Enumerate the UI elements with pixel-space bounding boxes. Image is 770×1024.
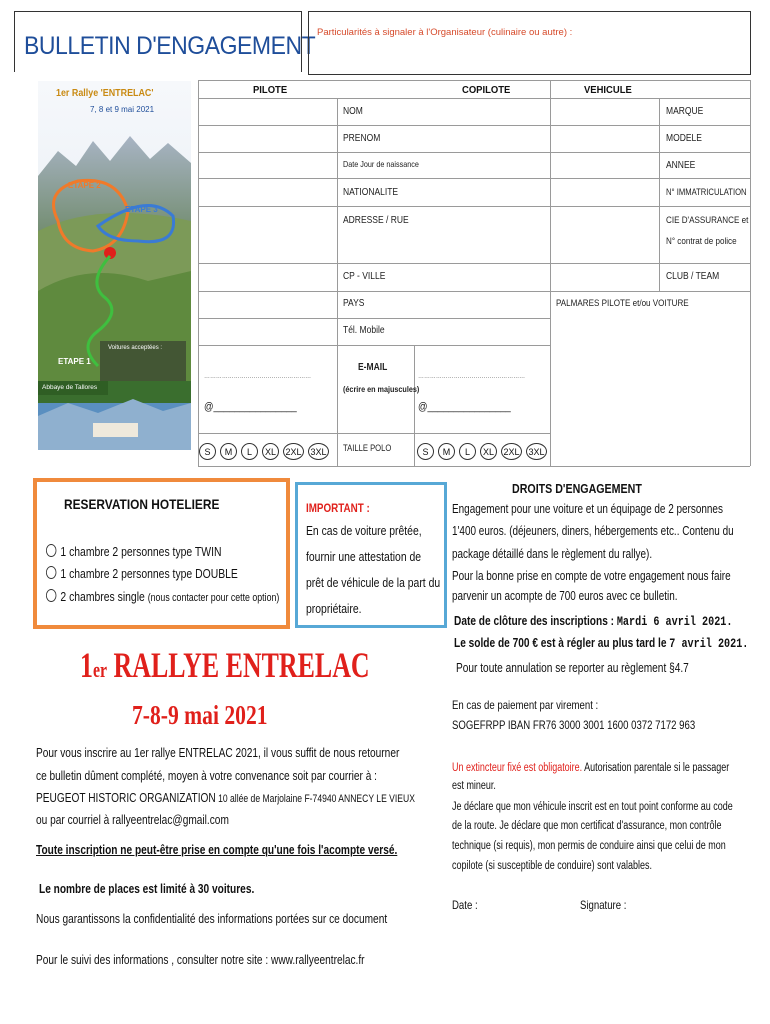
field-marque: MARQUE: [666, 106, 704, 117]
grid-line: [198, 178, 750, 179]
grid-line: [198, 263, 750, 264]
extincteur-text: Un extincteur fixé est obligatoire.: [452, 762, 583, 774]
grid-line: [198, 433, 550, 434]
rally-dates: 7-8-9 mai 2021: [132, 700, 268, 730]
solde-line: [454, 635, 748, 651]
size-m-pilote[interactable]: M: [220, 443, 237, 460]
date-label: Date :: [452, 898, 478, 912]
grid-line: [198, 80, 199, 466]
size-l-pilote[interactable]: L: [241, 443, 258, 460]
hotel-option-single[interactable]: [46, 589, 279, 604]
field-annee: ANNEE: [666, 160, 696, 171]
notes-field[interactable]: [308, 11, 751, 75]
field-mobile: Tél. Mobile: [343, 325, 385, 336]
column-header-vehicule: VEHICULE: [584, 84, 632, 96]
rally-poster: [38, 81, 191, 450]
places-line: Le nombre de places est limité à 30 voitures.: [39, 881, 255, 896]
page-title: BULLETIN D'ENGAGEMENT: [24, 32, 316, 60]
hotel-option-label: 1 chambre 2 personnes type DOUBLE: [60, 566, 238, 581]
field-immatriculation: N° IMMATRICULATION: [666, 187, 747, 197]
important-line: En cas de voiture prêtée,: [306, 523, 422, 538]
grid-line: [198, 125, 750, 126]
important-line: propriétaire.: [306, 601, 362, 616]
field-modele: MODELE: [666, 133, 702, 144]
size-2xl-pilote[interactable]: 2XL: [283, 443, 304, 460]
field-club: CLUB / TEAM: [666, 271, 720, 282]
polo-label: TAILLE POLO: [343, 443, 392, 453]
poster-stage3: ETAPE 3: [125, 205, 158, 214]
poster-stage1: ETAPE 1: [58, 357, 91, 366]
grid-line: [198, 318, 550, 319]
virement-line: En cas de paiement par virement :: [452, 698, 599, 712]
size-2xl-copilote[interactable]: 2XL: [501, 443, 522, 460]
field-assurance: CIE D'ASSURANCE et: [666, 215, 749, 226]
field-pays: PAYS: [343, 298, 365, 309]
poster-stage2: ETAPE 2: [68, 181, 101, 190]
solde-label: Le solde de 700 € est à régler au plus tard le: [454, 635, 670, 650]
size-m-copilote[interactable]: M: [438, 443, 455, 460]
grid-line: [198, 345, 550, 346]
poster-dates: 7, 8 et 9 mai 2021: [90, 105, 155, 114]
hotel-title: RESERVATION HOTELIERE: [64, 496, 220, 512]
field-prenom: PRENOM: [343, 133, 381, 144]
grid-line: [750, 80, 751, 466]
signature-label: Signature :: [580, 898, 627, 912]
rally-title-number: 1: [80, 645, 93, 685]
important-title: IMPORTANT :: [306, 501, 370, 515]
org-address: [36, 790, 415, 805]
grid-line: [198, 152, 750, 153]
annulation-line: Pour toute annulation se reporter au règlement §4.7: [456, 660, 689, 675]
poster-image: [38, 81, 191, 450]
hotel-option-label: 1 chambre 2 personnes type TWIN: [60, 544, 222, 559]
grid-line: [198, 291, 750, 292]
iban-line: SOGEFRPP IBAN FR76 3000 3001 1600 0372 7172 963: [452, 718, 696, 732]
size-l-copilote[interactable]: L: [459, 443, 476, 460]
field-birthdate: Date Jour de naissance: [343, 159, 419, 169]
droits-line: Pour la bonne prise en compte de votre engagement nous faire: [452, 568, 731, 583]
email-dots-copilote: ………………………………………………: [418, 373, 526, 380]
hotel-option-double[interactable]: [46, 566, 238, 581]
important-line: fournir une attestation de: [306, 549, 422, 564]
poster-place: Abbaye de Tallores: [42, 384, 98, 391]
important-line: prêt de véhicule de la part du: [306, 575, 441, 590]
info-line: ce bulletin dûment complété, moyen à votre convenance soit par courrier à :: [36, 768, 378, 783]
field-contrat: N° contrat de police: [666, 236, 737, 247]
radio-icon[interactable]: [46, 544, 56, 557]
email-note: (écrire en majuscules): [343, 384, 420, 394]
org-name: PEUGEOT HISTORIC ORGANIZATION: [36, 790, 216, 805]
size-3xl-copilote[interactable]: 3XL: [526, 443, 547, 460]
droits-line: 1'400 euros. (déjeuners, diners, hébergements etc.. Contenu du: [452, 523, 734, 538]
hotel-option-label: 2 chambres single: [60, 589, 145, 604]
hotel-option-note: (nous contacter pour cette option): [147, 592, 280, 604]
mineur-line: est mineur.: [452, 780, 496, 792]
email-dots-pilote: ………………………………………………: [204, 373, 312, 380]
declare-line: de la route. Je déclare que mon certificat d'assurance, mon contrôle: [452, 820, 722, 832]
droits-line: Engagement pour une voiture et un équipage de 2 personnes: [452, 501, 723, 516]
field-adresse: ADRESSE / RUE: [343, 215, 409, 226]
rally-title-suffix: er: [92, 657, 108, 682]
org-street: 10 allée de Marjolaine F-74940 ANNECY LE VIEUX: [215, 793, 415, 805]
declare-line: copilote (si susceptible de conduire) sont valables.: [452, 860, 652, 872]
solde-date: 7 avril 2021.: [669, 636, 749, 651]
field-cp-ville: CP - VILLE: [343, 271, 386, 282]
email-label: E-MAIL: [358, 362, 388, 373]
info-line: Pour vous inscrire au 1er rallye ENTRELAC 2021, il vous suffit de nous retourner: [36, 745, 400, 760]
column-header-pilote: PILOTE: [253, 84, 288, 96]
poster-caption: Voitures acceptées :: [108, 345, 163, 351]
grid-line: [337, 98, 338, 466]
droits-title: DROITS D'ENGAGEMENT: [512, 481, 642, 496]
size-xl-copilote[interactable]: XL: [480, 443, 497, 460]
radio-icon[interactable]: [46, 589, 56, 602]
autorisation-text: Autorisation parentale si le passager: [582, 762, 730, 774]
courriel-line: ou par courriel à rallyeentrelac@gmail.com: [36, 812, 229, 827]
grid-line: [414, 345, 415, 466]
notes-label: Particularités à signaler à l'Organisateur (culinaire ou autre) :: [317, 27, 573, 38]
field-palmares: PALMARES PILOTE et/ou VOITURE: [556, 298, 689, 309]
site-line: Pour le suivi des informations , consulter notre site : www.rallyeentrelac.fr: [36, 952, 365, 967]
email-input-pilote[interactable]: @________________: [204, 401, 297, 413]
grid-line: [198, 206, 750, 207]
warning-line: Toute inscription ne peut-être prise en compte qu'une fois l'acompte versé.: [36, 842, 398, 857]
privacy-line: Nous garantissons la confidentialité des informations portées sur ce document: [36, 911, 388, 926]
size-xl-pilote[interactable]: XL: [262, 443, 279, 460]
cloture-date: Mardi 6 avril 2021.: [616, 614, 733, 629]
size-3xl-pilote[interactable]: 3XL: [308, 443, 329, 460]
grid-line: [550, 80, 551, 466]
droits-line: parvenir un acompte de 700 euros avec ce bulletin.: [452, 588, 678, 603]
grid-line: [659, 98, 660, 291]
email-input-copilote[interactable]: @________________: [418, 401, 511, 413]
cloture-label: Date de clôture des inscriptions :: [454, 613, 617, 628]
declare-line: Je déclare que mon véhicule inscrit est en tout point conforme au code: [452, 801, 733, 813]
poster-title: 1er Rallye 'ENTRELAC': [56, 87, 154, 99]
polo-sizes-copilote: [417, 443, 547, 460]
size-s-copilote[interactable]: S: [417, 443, 434, 460]
rally-title-name: RALLYE ENTRELAC: [107, 645, 370, 685]
declare-line: technique (si requis), mon permis de conduire ainsi que celui de mon: [452, 840, 726, 852]
extincteur-line: [452, 762, 729, 774]
column-header-copilote: COPILOTE: [462, 84, 511, 96]
grid-line: [198, 80, 750, 81]
polo-sizes-pilote: [199, 443, 329, 460]
size-s-pilote[interactable]: S: [199, 443, 216, 460]
grid-line: [198, 98, 750, 99]
cloture-line: [454, 613, 732, 629]
droits-line: package détaillé dans le règlement du rallye).: [452, 546, 653, 561]
radio-icon[interactable]: [46, 566, 56, 579]
hotel-option-twin[interactable]: [46, 544, 221, 559]
field-nationalite: NATIONALITE: [343, 187, 399, 198]
grid-line: [198, 466, 750, 467]
field-nom: NOM: [343, 106, 363, 117]
rally-title: [80, 644, 370, 686]
